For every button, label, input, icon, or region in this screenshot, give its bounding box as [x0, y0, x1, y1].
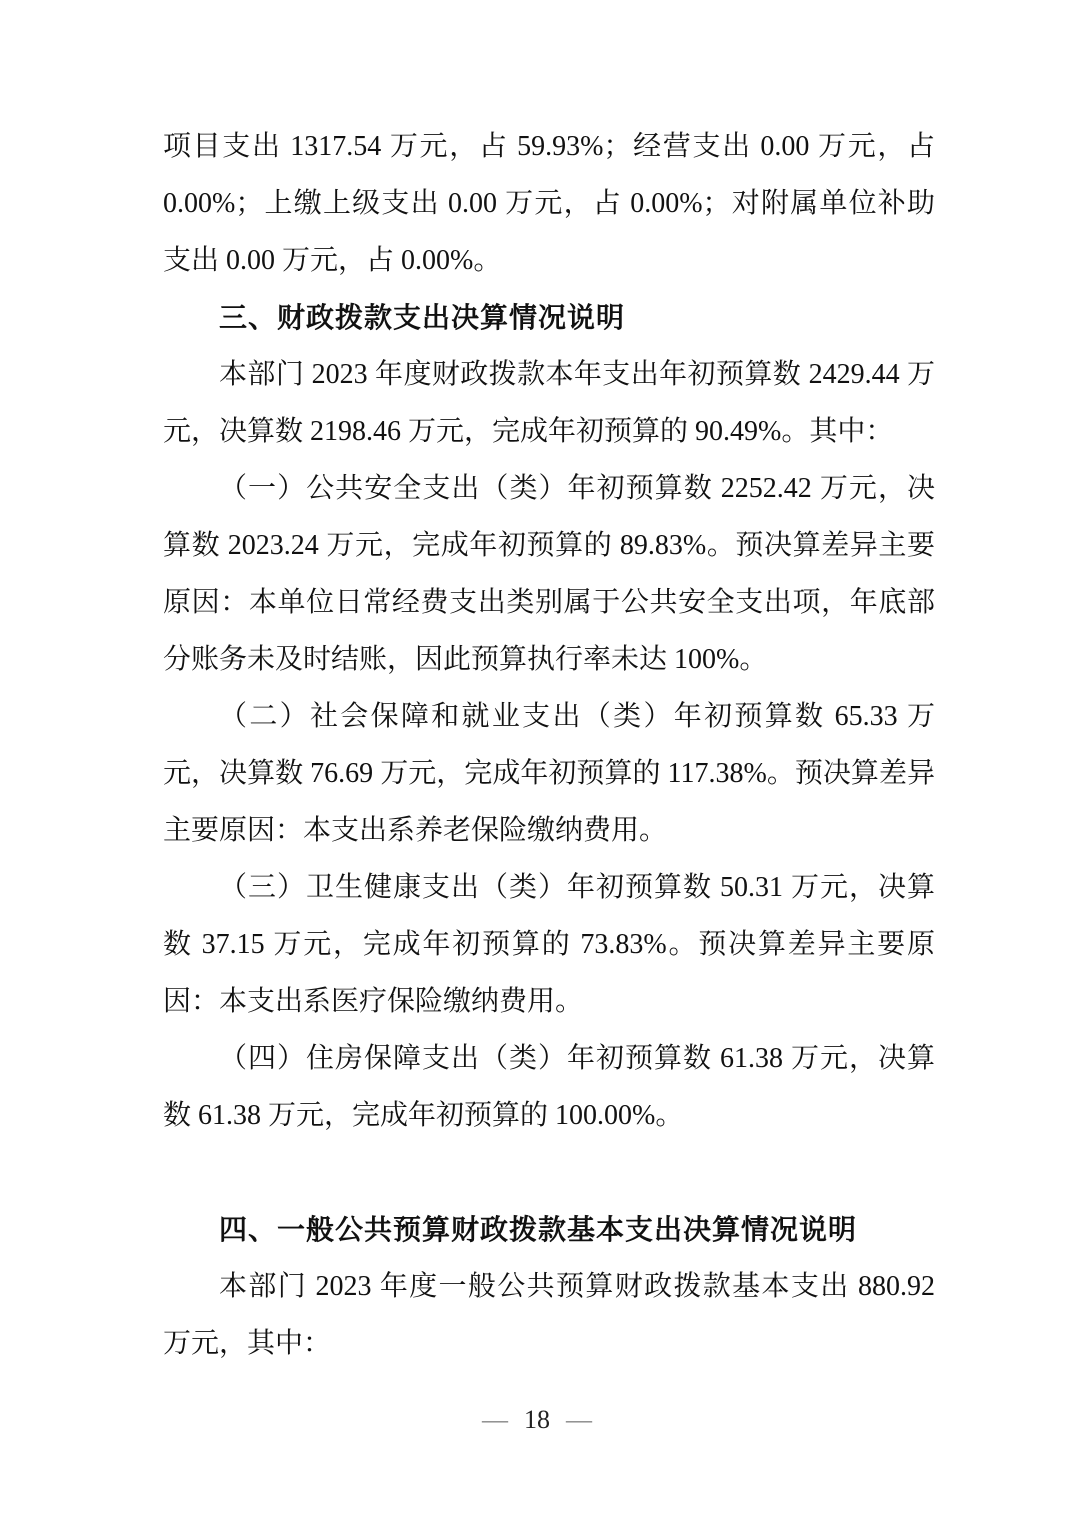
- paragraph-expenditure-breakdown-continuation: 项目支出 1317.54 万元，占 59.93%；经营支出 0.00 万元，占 0.00%；上缴上级支出 0.00 万元，占 0.00%；对附属单位补助支出 0.00 万元，占 0.00%。: [163, 131, 935, 276]
- paragraph-basic-expenditure-summary: 本部门 2023 年度一般公共预算财政拨款基本支出 880.92 万元，其中：: [163, 1271, 935, 1359]
- footer-dash-left: —: [482, 1405, 508, 1434]
- paragraph-item-4-housing-security: （四）住房保障支出（类）年初预算数 61.38 万元，决算数 61.38 万元，完成年初预算的 100.00%。: [163, 1043, 935, 1131]
- footer-dash-right: —: [566, 1405, 592, 1434]
- paragraph-fiscal-appropriation-summary: 本部门 2023 年度财政拨款本年支出年初预算数 2429.44 万元，决算数 2198.46 万元，完成年初预算的 90.49%。其中：: [163, 359, 935, 447]
- paragraph-item-2-social-security-employment: （二）社会保障和就业支出（类）年初预算数 65.33 万元，决算数 76.69 万元，完成年初预算的 117.38%。预决算差异主要原因：本支出系养老保险缴纳费用。: [163, 701, 935, 846]
- heading-section-4-general-public-budget-basic-expenditure: 四、一般公共预算财政拨款基本支出决算情况说明: [219, 1214, 858, 1245]
- heading-section-3-fiscal-appropriation-expenditure: 三、财政拨款支出决算情况说明: [219, 302, 626, 333]
- document-body: [163, 118, 935, 1372]
- page-footer: [0, 1405, 1074, 1435]
- paragraph-item-3-health: （三）卫生健康支出（类）年初预算数 50.31 万元，决算数 37.15 万元，完成年初预算的 73.83%。预决算差异主要原因：本支出系医疗保险缴纳费用。: [163, 872, 935, 1017]
- paragraph-item-1-public-security: （一）公共安全支出（类）年初预算数 2252.42 万元，决算数 2023.24 万元，完成年初预算的 89.83%。预决算差异主要原因：本单位日常经费支出类别属于公共安全支出项，年底部分账务未及时结账，因此预算执行率未达 100%。: [163, 473, 935, 675]
- page-number: 18: [524, 1405, 550, 1434]
